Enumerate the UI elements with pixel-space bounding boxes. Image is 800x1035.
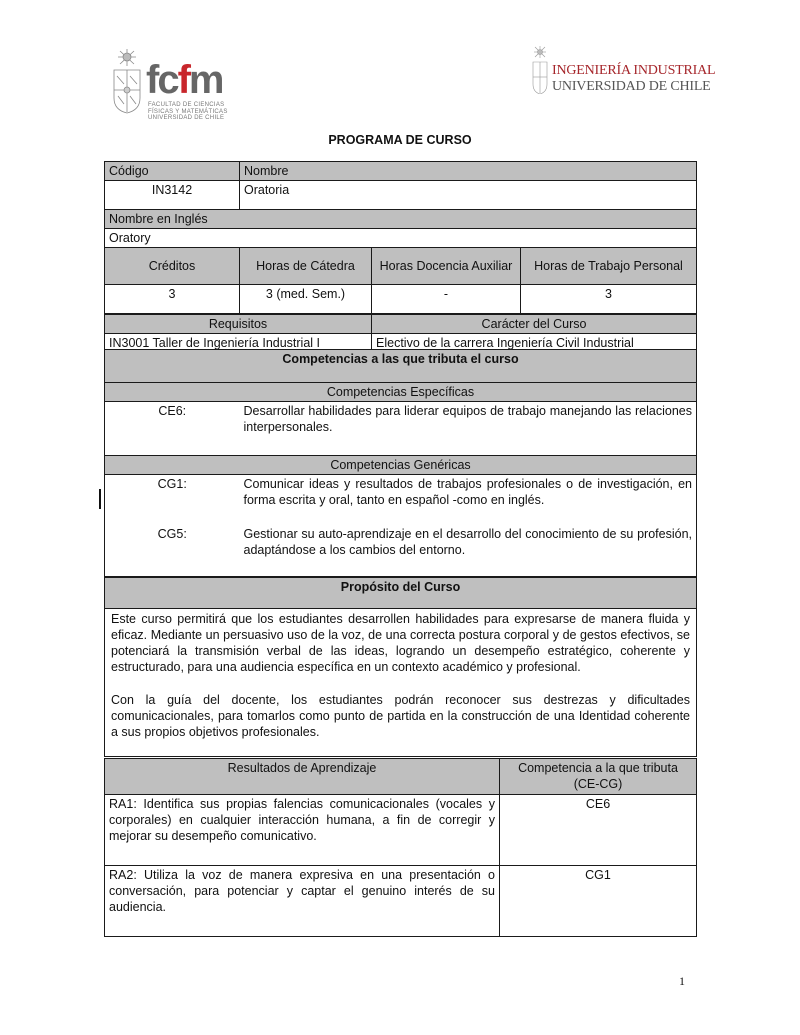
proposito-body (105, 609, 697, 757)
requisitos-value: IN3001 Taller de Ingeniería Industrial I (105, 334, 372, 353)
fcfm-subtitle (148, 102, 228, 122)
caracter-value: Electivo de la carrera Ingeniería Civil Industrial (372, 334, 697, 353)
proposito-table (104, 577, 697, 757)
horas-auxiliar-header: Horas Docencia Auxiliar (372, 248, 521, 285)
competencias-section-title: Competencias a las que tributa el curso (105, 350, 697, 383)
universidad-name: UNIVERSIDAD DE CHILE (552, 79, 711, 94)
competencia-text: Comunicar ideas y resultados de trabajos profesionales o de investigación, en forma escrita y oral, tanto en español -como en inglés. (240, 475, 697, 525)
caracter-label: Carácter del Curso (372, 315, 697, 334)
resultados-table (104, 758, 697, 937)
competencias-genericas-title: Competencias Genéricas (105, 456, 697, 475)
text-cursor (99, 489, 101, 509)
competencia-code: CG5: (105, 525, 240, 577)
course-name-english: Oratory (105, 229, 697, 248)
resultado-text: RA1: Identifica sus propias falencias comunicacionales (vocales y corporales) en cualquier interacción humana, a fin de corregir y mejorar su desempeño comunicativo. (105, 795, 500, 866)
university-crest-icon (532, 46, 548, 94)
nombre-label: Nombre (240, 162, 697, 181)
competencias-table (104, 349, 697, 577)
nombre-ingles-label: Nombre en Inglés (105, 210, 697, 229)
competencia-code: CE6: (105, 402, 240, 456)
creditos-header: Créditos (105, 248, 240, 285)
course-info-table (104, 161, 697, 248)
competencia-text: Desarrollar habilidades para liderar equipos de trabajo manejando las relaciones interpersonales. (240, 402, 697, 456)
ingenieria-industrial-name: INGENIERÍA INDUSTRIAL (552, 63, 716, 78)
resultado-competencia: CG1 (500, 866, 697, 937)
resultados-header: Resultados de Aprendizaje (105, 759, 500, 795)
university-crest-icon (112, 48, 142, 114)
proposito-title: Propósito del Curso (105, 578, 697, 609)
course-code: IN3142 (105, 181, 240, 210)
resultado-text: RA2: Utiliza la voz de manera expresiva en una presentación o conversación, para potenciar y captar el genuino interés de su audiencia. (105, 866, 500, 937)
horas-catedra-value: 3 (med. Sem.) (240, 285, 372, 314)
proposito-paragraph: Este curso permitirá que los estudiantes desarrollen habilidades para expresarse de manera fluida y eficaz. Mediante un persuasivo uso de la voz, de una correcta postura corporal y de gestos efectivos, se potenciará la transmisión verbal de las ideas, logrando un desempeño estratégico, coherente y estructurado, para una audiencia específica en un contexto académico y profesional. (111, 612, 690, 674)
course-name: Oratoria (240, 181, 697, 210)
horas-trabajo-personal-value: 3 (521, 285, 697, 314)
horas-catedra-header: Horas de Cátedra (240, 248, 372, 285)
horas-trabajo-personal-header: Horas de Trabajo Personal (521, 248, 697, 285)
competencia-text: Gestionar su auto-aprendizaje en el desarrollo del conocimiento de su profesión, adaptándose a los cambios del entorno. (240, 525, 697, 577)
proposito-paragraph: Con la guía del docente, los estudiantes podrán reconocer sus destrezas y dificultades comunicacionales, para tomarlos como punto de partida en la construcción de una Identidad coherente a sus propios objetivos profesionales. (111, 693, 690, 739)
requisitos-label: Requisitos (105, 315, 372, 334)
creditos-value: 3 (105, 285, 240, 314)
fcfm-wordmark: fcfm (146, 58, 223, 102)
resultado-competencia: CE6 (500, 795, 697, 866)
fcfm-subtitle-line: FACULTAD DE CIENCIAS (148, 102, 225, 108)
competencias-especificas-title: Competencias Específicas (105, 383, 697, 402)
competencia-code: CG1: (105, 475, 240, 525)
codigo-label: Código (105, 162, 240, 181)
fcfm-logo (108, 44, 238, 124)
hours-table (104, 247, 697, 314)
page-number: 1 (679, 974, 685, 988)
competencia-tributa-header: Competencia a la que tributa (CE-CG) (500, 759, 697, 795)
fcfm-subtitle-line: FÍSICAS Y MATEMÁTICAS (148, 108, 228, 115)
horas-auxiliar-value: - (372, 285, 521, 314)
fcfm-subtitle-line: UNIVERSIDAD DE CHILE (148, 115, 225, 121)
page-title: PROGRAMA DE CURSO (328, 133, 472, 147)
requirements-table (104, 314, 697, 353)
ingenieria-industrial-logo (532, 44, 716, 96)
